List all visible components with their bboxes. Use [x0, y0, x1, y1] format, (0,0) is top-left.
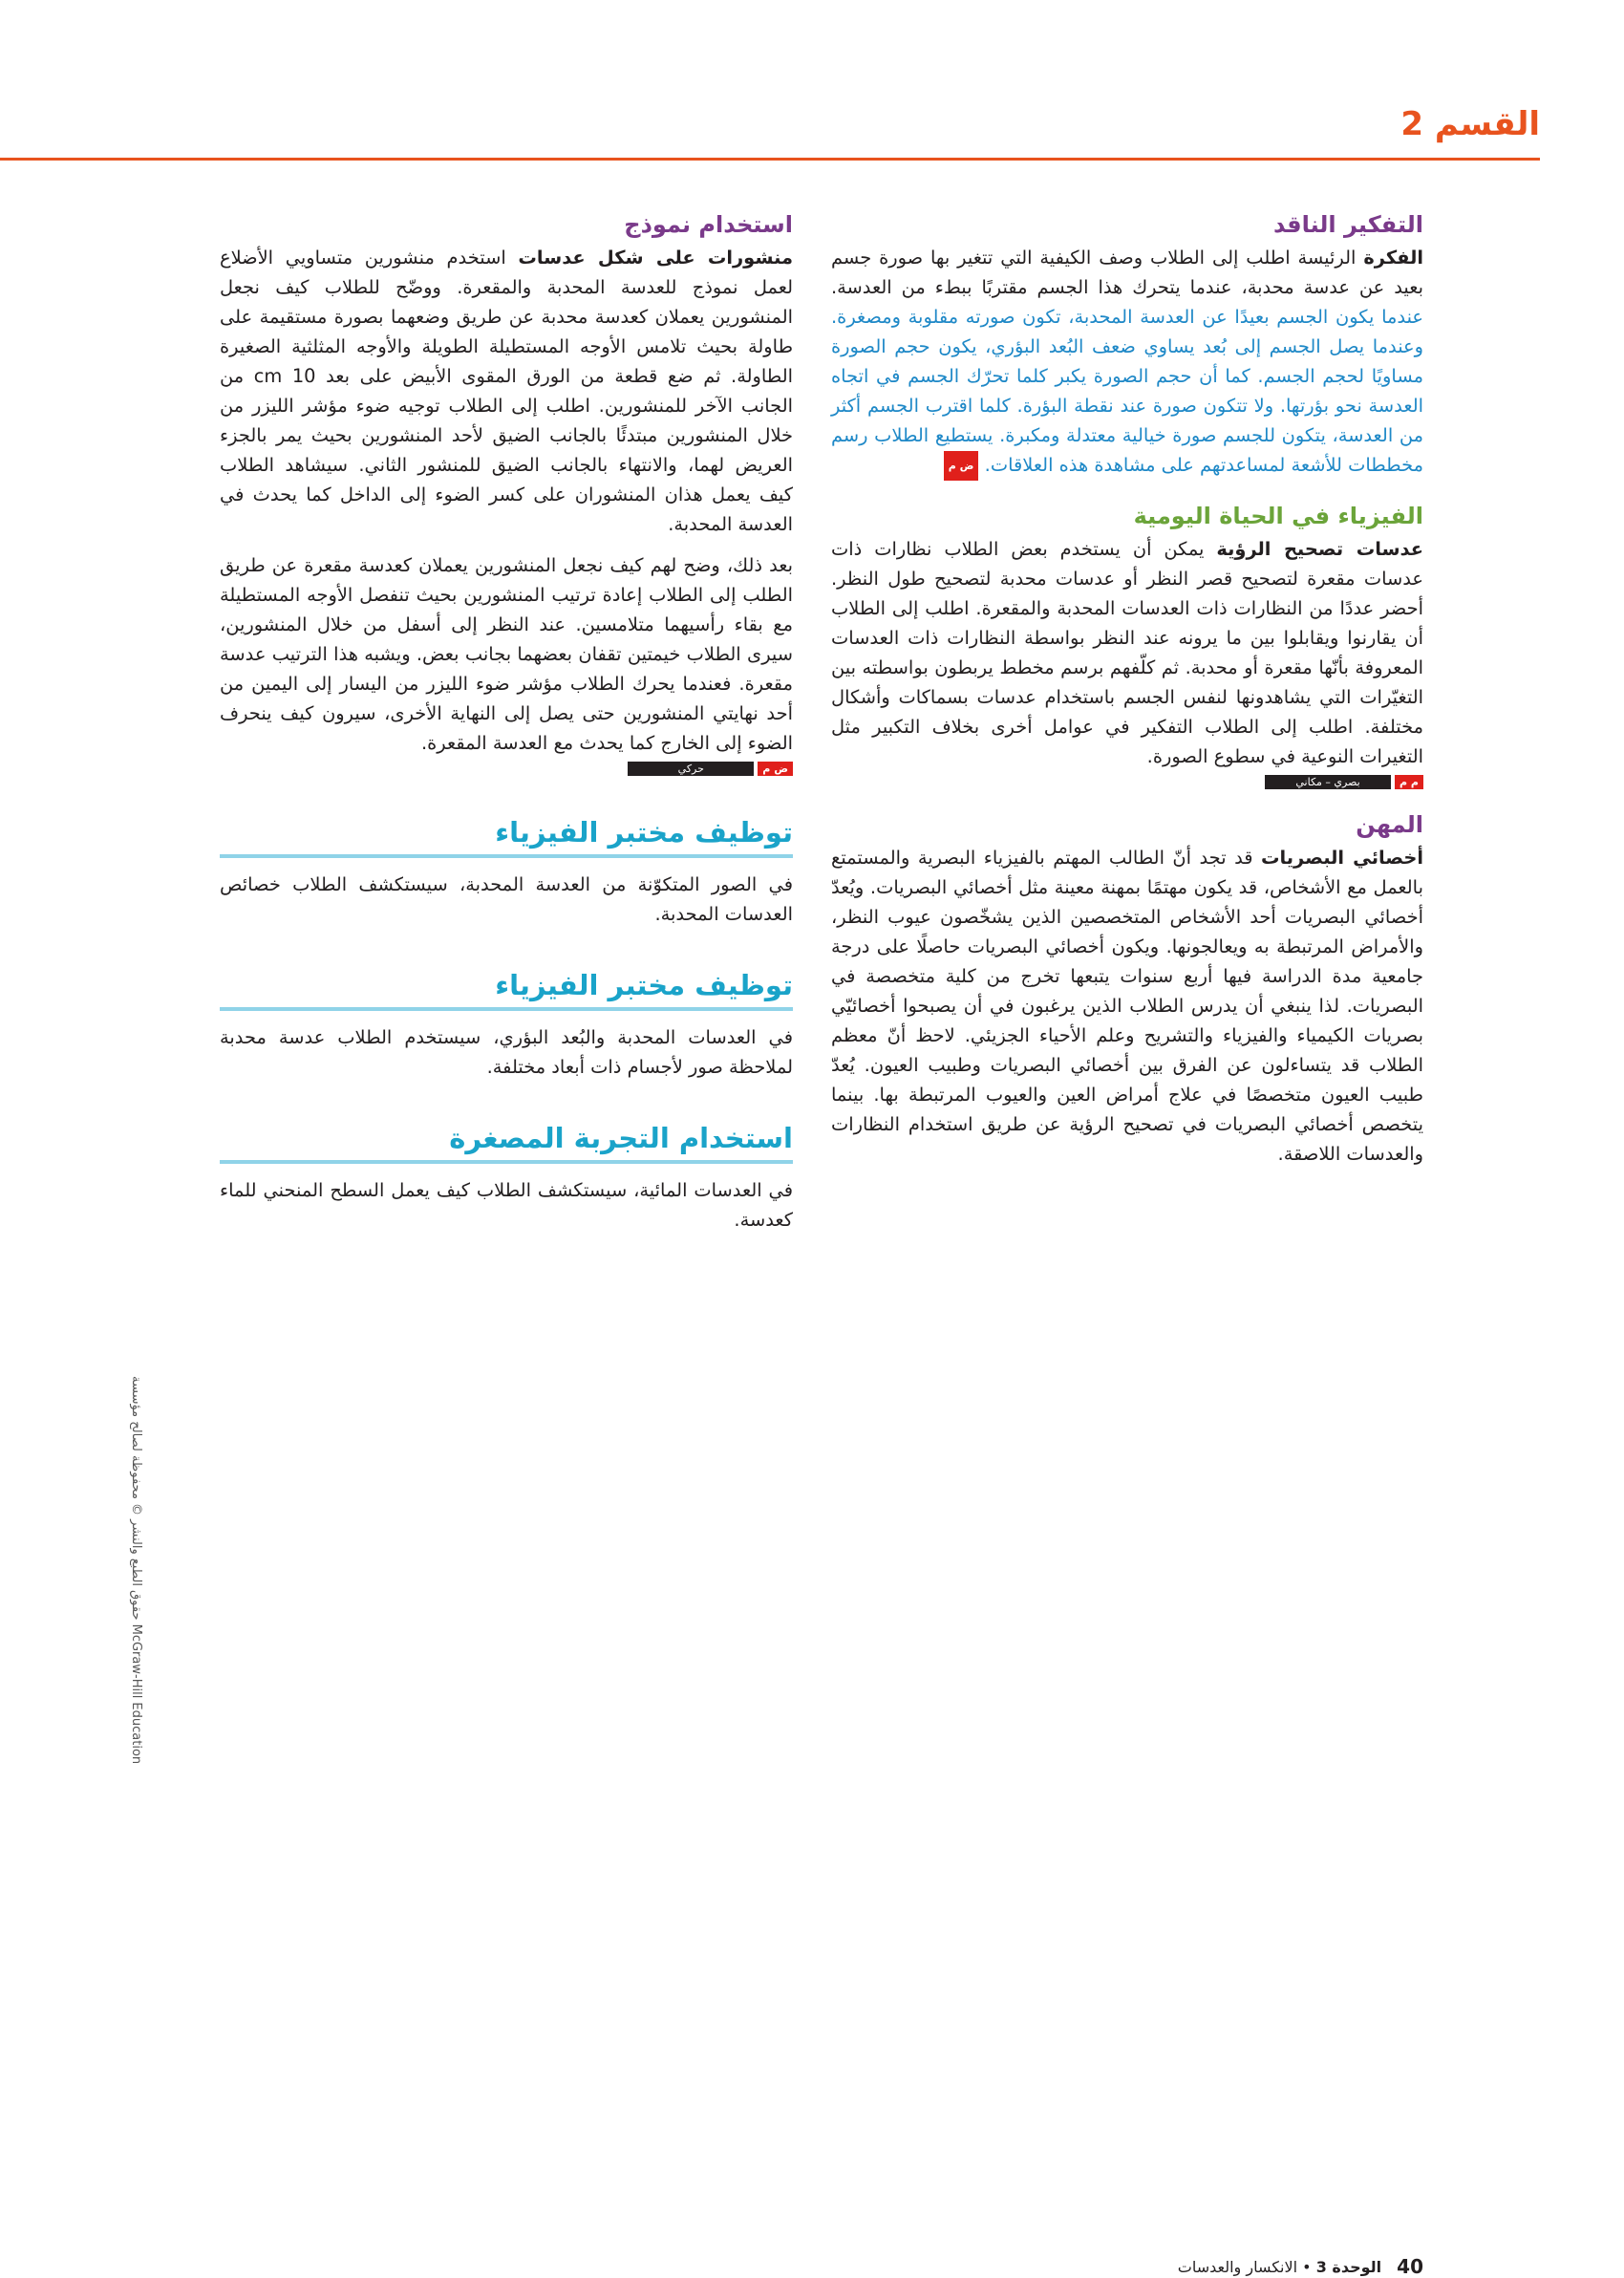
unit-topic: الانكسار والعدسات — [1177, 2257, 1298, 2276]
model-title: استخدام نموذج — [624, 211, 793, 238]
level-tag: ض م — [758, 762, 793, 776]
lab-text: في الصور المتكوّنة من العدسة المحدبة، سيستكشف الطلاب خصائص العدسات المحدبة. — [220, 873, 793, 925]
careers-title: المهن — [1356, 811, 1423, 838]
page-header — [0, 105, 1540, 161]
lab-title: توظيف مختبر الفيزياء — [220, 965, 793, 1011]
critical-answer: عندما يكون الجسم بعيدًا عن العدسة المحدبة، تكون صورته مقلوبة ومصغرة. وعندما يصل الجسم إلى بُعد يساوي ضعف البُعد البؤري، يكون حجم الصورة مساويًا لحجم الجسم. كما أن حجم الصورة يكبر كلما تحرّك الجسم في اتجاه العدسة نحو بؤرتها. ولا تتكون صورة عند نقطة البؤرة. كلما اقترب الجسم أكثر من العدسة، يتكون للجسم صورة خيالية معتدلة ومكبرة. يستطيع الطلاب رسم مخططات للأشعة لمساعدتهم على مشاهدة هذه العلاقات. — [831, 306, 1423, 476]
copyright-credit: حقوق الطبع والنشر © محفوظة لصالح مؤسسة McGraw-Hill Education — [129, 1376, 143, 1765]
daily-life-title: الفيزياء في الحياة اليومية — [1133, 503, 1423, 529]
style-tag: حركي — [628, 762, 754, 776]
model-text-2: بعد ذلك، وضح لهم كيف نجعل المنشورين يعملان كعدسة مقعرة عن طريق الطلب إلى الطلاب إعادة ترتيب المنشورين بحيث تنفصل الأوجه المستطيلة مع بقاء رأسيهما متلامسين. عند النظر إلى أسفل من خلال المنشورين، سيرى الطلاب خيمتين تقفان بعضهما بجانب بعض. ويشبه هذا الترتيب عدسة مقعرة. فعندما يحرك الطلاب مؤشر ضوء الليزر من اليسار إلى اليمين من أحد نهايتي المنشورين حتى يصل إلى النهاية الأخرى، سيرون كيف ينحرف الضوء إلى الخارج كما يحدث مع العدسة المقعرة. — [220, 554, 793, 754]
left-column — [220, 208, 793, 1235]
lab-title: توظيف مختبر الفيزياء — [220, 812, 793, 858]
separator: • — [1302, 2257, 1312, 2276]
level-tag: ض م — [944, 451, 979, 481]
unit-label: الوحدة 3 — [1315, 2257, 1382, 2276]
daily-tags — [831, 775, 1423, 789]
section-title: القسم 2 — [1400, 105, 1540, 143]
page-footer — [1178, 2255, 1423, 2278]
lab-feature-1 — [220, 812, 793, 929]
critical-thinking-title: التفكير الناقد — [1273, 211, 1423, 238]
mini-lab-feature — [220, 1118, 793, 1235]
style-tag: بصري – مكاني — [1265, 775, 1391, 789]
careers-text: أخصائي البصريات قد تجد أنّ الطالب المهتم بالفيزياء البصرية والمستمتع بالعمل مع الأشخاص، قد يكون مهتمًا بمهنة معينة مثل أخصائي البصريات. ويُعدّ أخصائي البصريات أحد الأشخاص المتخصصين الذين يشخّصون عيوب النظر، والأمراض المرتبطة به ويعالجونها. ويكون أخصائي البصريات حاصلًا على درجة جامعية مدة الدراسة فيها أربع سنوات يتبعها تخرج من كلية متخصصة في البصريات. لذا ينبغي أن يدرس الطلاب الذين يرغبون في أن يصبحوا أخصائيّي بصريات الكيمياء والفيزياء والتشريح وعلم الأحياء الجزيئي. لاحظ أنّ معظم الطلاب قد يتساءلون عن الفرق بين أخصائي البصريات وطبيب العيون. يُعدّ طبيب العيون متخصصًا في علاج أمراض العين والعيوب المرتبطة بها. بينما يتخصص أخصائي البصريات في تصحيح الرؤية عن طريق استخدام النظارات والعدسات اللاصقة. — [831, 847, 1424, 1165]
right-column — [831, 208, 1423, 1169]
mini-lab-text: في العدسات المائية، سيستكشف الطلاب كيف يعمل السطح المنحني للماء كعدسة. — [220, 1179, 793, 1231]
page-number: 40 — [1397, 2255, 1423, 2278]
lab-text: في العدسات المحدبة والبُعد البؤري، سيستخدم الطلاب عدسة محدبة لملاحظة صور لأجسام ذات أبعاد مختلفة. — [220, 1026, 793, 1078]
critical-thinking-text: الفكرة الرئيسة اطلب إلى الطلاب وصف الكيفية التي تتغير بها صورة جسم بعيد عن عدسة محدبة، عندما يتحرك هذا الجسم مقتربًا ببطء من العدسة. عندما يكون الجسم بعيدًا عن العدسة المحدبة، تكون صورته مقلوبة ومصغرة. وعندما يصل الجسم إلى بُعد يساوي ضعف البُعد البؤري، يكون حجم الصورة مساويًا لحجم الجسم. كما أن حجم الصورة يكبر كلما تحرّك الجسم في اتجاه العدسة نحو بؤرتها. ولا تتكون صورة عند نقطة البؤرة. كلما اقترب الجسم أكثر من العدسة، يتكون للجسم صورة خيالية معتدلة ومكبرة. يستطيع الطلاب رسم مخططات للأشعة لمساعدتهم على مشاهدة هذه العلاقات. ض م — [831, 243, 1423, 481]
mini-lab-title: استخدام التجربة المصغرة — [220, 1118, 793, 1164]
level-tag: م م — [1395, 775, 1423, 789]
lab-feature-2 — [220, 965, 793, 1082]
model-tags — [220, 762, 793, 776]
model-text-1: منشورات على شكل عدسات استخدم منشورين متساويي الأضلاع لعمل نموذج للعدسة المحدبة والمقعرة. ووضّح للطلاب كيف نجعل المنشورين يعملان كعدسة محدبة عن طريق وضعهما بصورة مستقيمة على طاولة بحيث تلامس الأوجه المستطيلة الطويلة والأوجه المثلثية الصغيرة الطاولة. ثم ضع قطعة من الورق المقوى الأبيض على بعد 10 cm من الجانب الآخر للمنشورين. اطلب إلى الطلاب توجيه ضوء مؤشر الليزر من خلال المنشورين مبتدئًا بالجانب الضيق لأحد المنشورين بحيث يمر بالجزء العريض لهما، والانتهاء بالجانب الضيق للمنشور الثاني. سيشاهد الطلاب كيف يعمل هذان المنشوران على كسر الضوء إلى الداخل كما يحدث في العدسة المحدبة. — [220, 247, 794, 535]
daily-life-text: عدسات تصحيح الرؤية يمكن أن يستخدم بعض الطلاب نظارات ذات عدسات مقعرة لتصحيح قصر النظر أو عدسات محدبة لتصحيح طول النظر. أحضر عددًا من النظارات ذات العدسات المحدبة والمقعرة. اطلب إلى الطلاب أن يقارنوا ويقابلوا بين ما يرونه عند النظر بواسطة النظارات ذات العدسات المعروفة بأنّها مقعرة أو محدبة. ثم كلّفهم برسم مخطط يربطون بواسطته بين التغيّرات التي يشاهدونها لنفس الجسم باستخدام عدسات بسماكات وأشكال مختلفة. اطلب إلى الطلاب التفكير في عوامل أخرى بخلاف التكبير مثل التغيرات النوعية في سطوع الصورة. — [831, 538, 1423, 767]
